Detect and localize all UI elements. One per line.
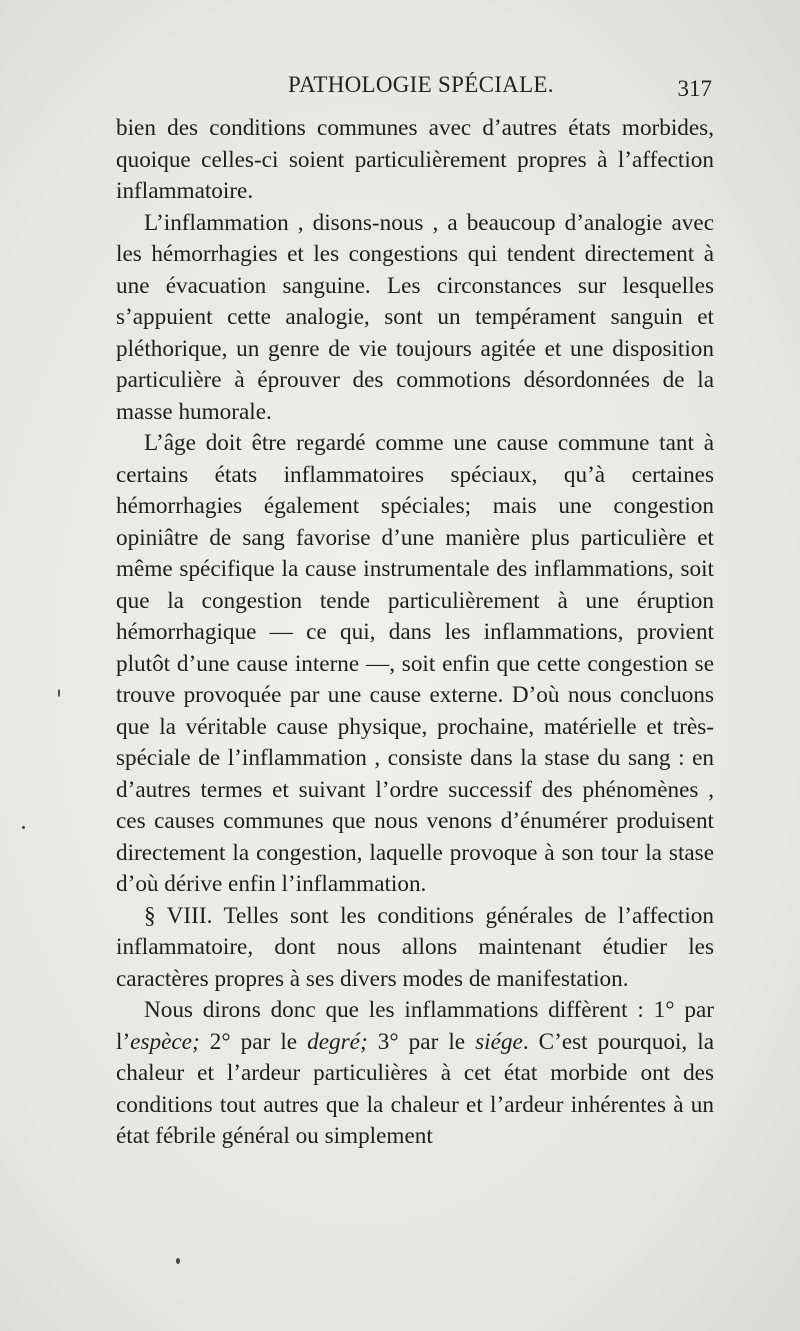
p5-text-mid1: 2° par le	[199, 1028, 308, 1055]
p5-emphasis-siege: siége	[475, 1028, 523, 1055]
body-text	[116, 113, 714, 1153]
paragraph-2: L’inflammation , disons-nous , a beaucoup d’analogie avec les hémorrhagies et les congestions qui tendent directement à une évacuation sanguine. Les circonstances sur lesquelles s’appuient cette analogie, sont un tempérament sanguin et pléthorique, un genre de vie toujours agitée et une disposition particulière à éprouver des commotions désordonnées de la masse humorale.	[116, 209, 714, 425]
ink-speck	[22, 826, 25, 829]
running-head: PATHOLOGIE SPÉCIALE.	[288, 72, 554, 97]
paragraph-4-section-viii: § VIII. Telles sont les conditions générales de l’affection inflammatoire, dont nous allons maintenant étudier les caractères propres à ses divers modes de manifestation.	[116, 902, 714, 992]
paragraph-3: L’âge doit être regardé comme une cause commune tant à certains états inflammatoires spéciaux, qu’à certaines hémorrhagies également spéciales; mais une congestion opiniâtre de sang favorise d’une manière plus particulière et même spécifique la cause instrumentale des inflammations, soit que la congestion tende particulièrement à une éruption hémorrhagique — ce qui, dans les inflammations, provient plutôt d’une cause interne —, soit enfin que cette congestion se trouve provoquée par une cause externe. D’où nous concluons que la véritable cause physique, prochaine, matérielle et très-spéciale de l’inflammation , consiste dans la stase du sang : en d’autres termes et suivant l’ordre successif des phénomènes , ces causes communes que nous venons d’énumérer produisent directement la congestion, laquelle provoque à son tour la stase d’où dérive enfin l’inflammation.	[116, 430, 714, 897]
page-header	[116, 72, 716, 112]
ink-speck	[176, 1258, 180, 1264]
p5-text-end: . C’est pourquoi, la chaleur et l’ardeur particulières à cet état morbide ont des conditions tout autres que la chaleur et l’ardeur inhérentes à un état fébrile général ou simplement	[116, 1028, 714, 1149]
p5-emphasis-espece: espèce;	[130, 1028, 200, 1055]
p5-text-mid2: 3° par le	[367, 1028, 476, 1055]
p5-text-start: Nous dirons donc que les inflammations diffèrent : 1° par l’	[116, 997, 714, 1055]
paragraph-5	[116, 995, 714, 1153]
p5-emphasis-degre: degré;	[307, 1028, 368, 1055]
ink-speck	[58, 689, 60, 697]
paragraph-1: bien des conditions communes avec d’autres états morbides, quoique celles-ci soient particulièrement propres à l’affection inflammatoire.	[116, 115, 714, 204]
page-number: 317	[677, 76, 712, 101]
